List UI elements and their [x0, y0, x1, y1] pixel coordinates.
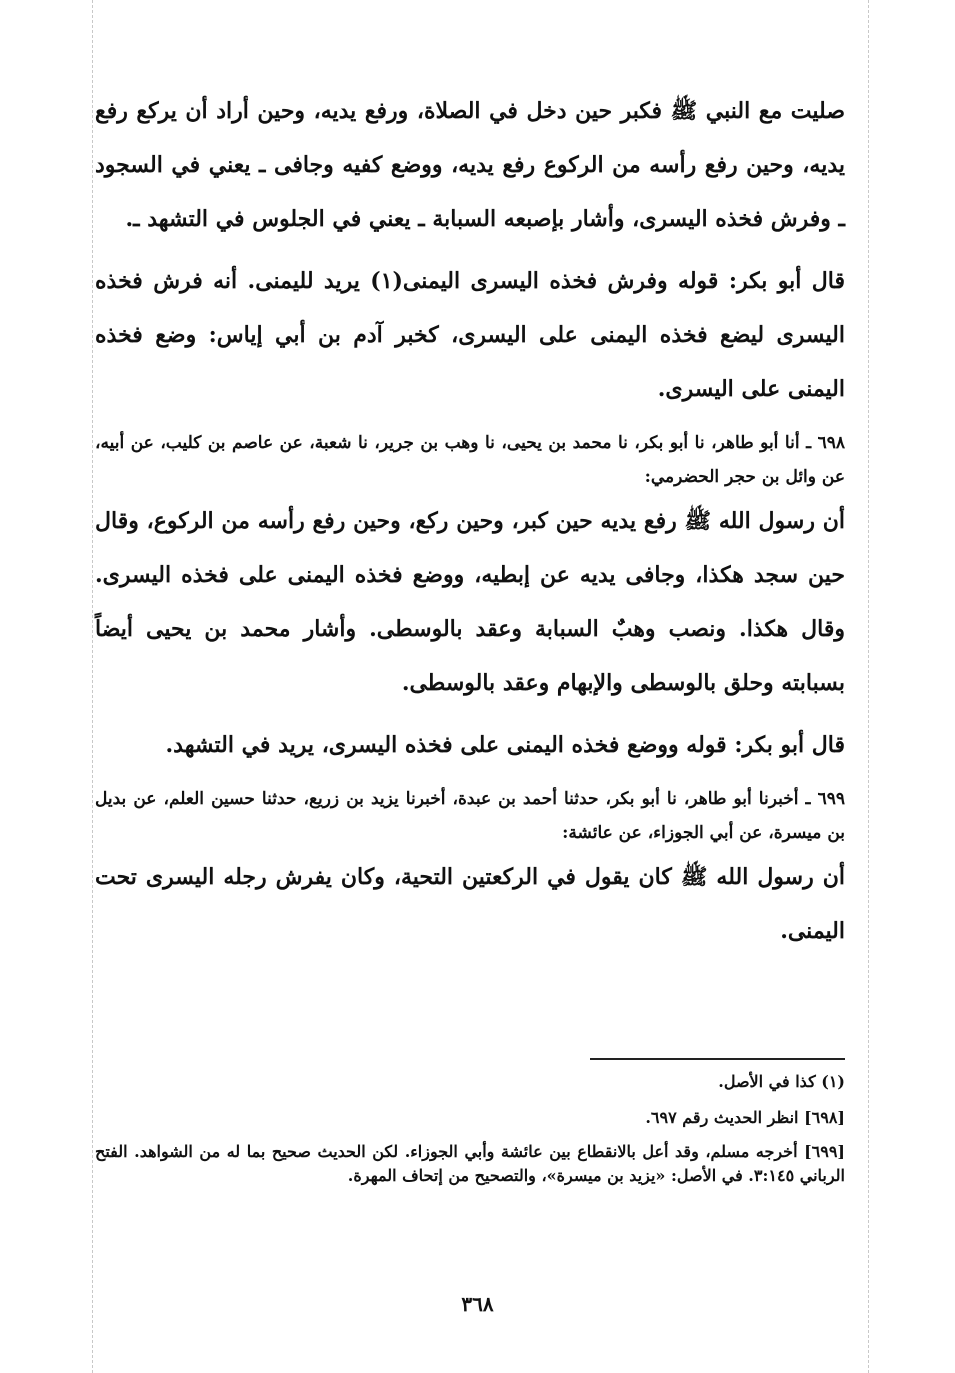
hadith-699-text: أن رسول الله ﷺ كان يقول في الركعتين التحية، وكان يفرش رجله اليسرى تحت اليمنى.	[95, 864, 845, 944]
commentary-paragraph: قال أبو بكر: قوله وفرش فخذه اليسرى اليمنى(١) يريد لليمنى. أنه فرش فخذه اليسرى ليضع فخذه اليمنى على اليسرى، كخبر آدم بن أبي إياس: وضع فخذه اليمنى على اليسرى.	[95, 268, 845, 402]
hadith-698-text: أن رسول الله ﷺ رفع يديه حين كبر، وحين ركع، وحين رفع رأسه من الركوع، وقال حين سجد هكذا، وجافى يديه عن إبطيه، ووضع فخذه اليمنى على فخذه اليسرى. وقال هكذا. ونصب وهبٌ السبابة وعقد بالوسطى. وأشار محمد بن يحيى أيضاً بسبابته وحلق بالوسطى والإبهام وعقد بالوسطى.	[95, 508, 845, 696]
footnote-1: (١) كذا في الأصل.	[718, 1072, 845, 1091]
hadith-text-paragraph: صليت مع النبي ﷺ فكبر حين دخل في الصلاة، ورفع يديه، وحين أراد أن يركع رفع يديه، وحين رفع رأسه من الركوع رفع يديه، ووضع كفيه وجافى ـ يعني في السجود ـ وفرش فخذه اليسرى، وأشار بإصبعه السبابة ـ يعني في الجلوس في التشهد ـ.	[95, 98, 845, 232]
right-guide-line	[868, 0, 869, 1373]
footnote-separator	[590, 1058, 845, 1060]
page-number: ٣٦٨	[461, 1292, 494, 1316]
left-guide-line	[92, 0, 93, 1373]
footnotes	[95, 1068, 845, 1196]
commentary-paragraph-2: قال أبو بكر: قوله ووضع فخذه اليمنى على فخذه اليسرى، يريد في التشهد.	[165, 732, 845, 758]
main-text	[95, 84, 845, 958]
isnad-699: ٦٩٩ ـ أخبرنا أبو طاهر، نا أبو بكر، حدثنا أحمد بن عبدة، أخبرنا يزيد بن زريع، حدثنا حسين العلم، عن بديل بن ميسرة، عن أبي الجوزاء، عن عائشة:	[95, 789, 845, 843]
isnad-698: ٦٩٨ ـ أنا أبو طاهر، نا أبو بكر، نا محمد بن يحيى، نا وهب بن جرير، نا شعبة، عن عاصم بن كليب، عن أبيه، عن وائل بن حجر الحضرمي:	[95, 433, 845, 487]
footnote-699: [٦٩٩] أخرجه مسلم، وقد أعل بالانقطاع بين عائشة وأبي الجوزاء. لكن الحديث صحيح بما له من الشواهد. الفتح الرباني ٣:١٤٥. في الأصل: «يزيد بن ميسرة»، والتصحيح من إتحاف المهرة.	[95, 1142, 845, 1185]
footnote-698: [٦٩٨] انظر الحديث رقم ٦٩٧.	[645, 1108, 845, 1127]
